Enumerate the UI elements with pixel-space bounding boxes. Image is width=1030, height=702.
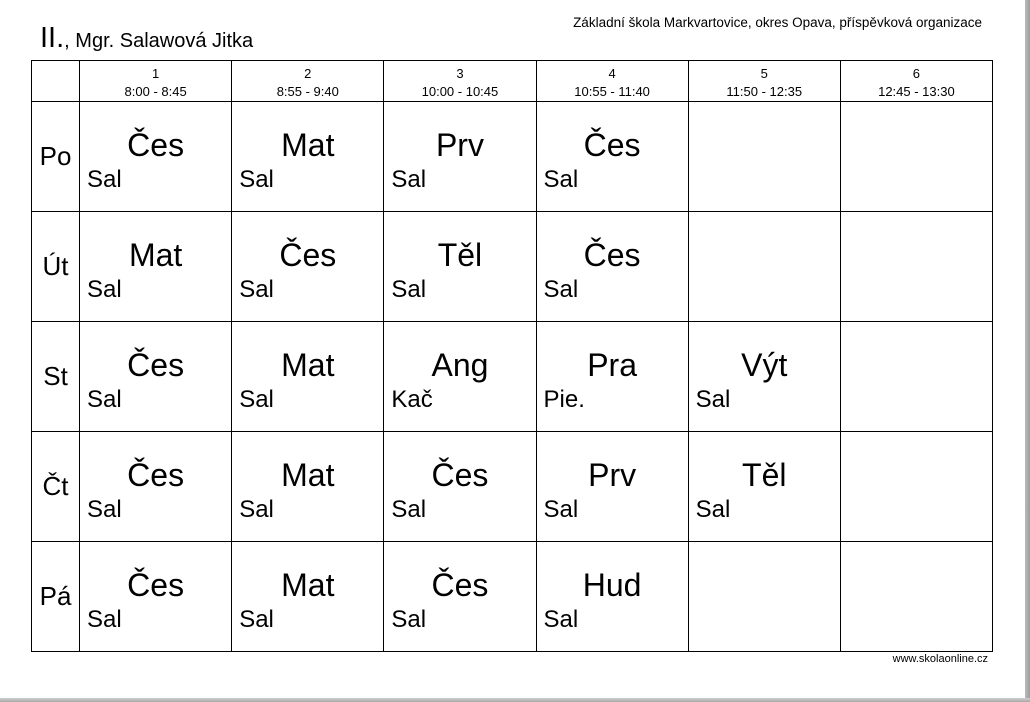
- lesson-cell: [840, 542, 992, 652]
- day-row-po: [32, 102, 993, 212]
- lesson-subject: Těl: [742, 457, 787, 493]
- lesson-cell: [232, 212, 384, 322]
- lesson-cell: [232, 102, 384, 212]
- lesson-teacher: Sal: [87, 496, 122, 523]
- lesson-teacher: Sal: [543, 166, 579, 193]
- page-edge-shadow: [1025, 0, 1030, 702]
- lesson-cell: [384, 542, 536, 652]
- period-number: 6: [912, 66, 921, 81]
- lesson-subject: Čes: [127, 347, 185, 383]
- period-header: [840, 61, 992, 102]
- period-header: [232, 61, 384, 102]
- day-label: St: [32, 322, 80, 432]
- lesson-teacher: Kač: [391, 386, 433, 413]
- lesson-cell: [384, 432, 536, 542]
- period-header-row: [32, 61, 993, 102]
- lesson-subject: Prv: [588, 457, 637, 493]
- period-time: 12:45 - 13:30: [878, 84, 955, 99]
- footer-url: www.skolaonline.cz: [892, 653, 988, 665]
- lesson-subject: Čes: [279, 237, 337, 273]
- lesson-cell: [80, 542, 232, 652]
- lesson-teacher: Sal: [543, 606, 579, 633]
- lesson-subject: Těl: [437, 237, 483, 273]
- period-number: 4: [608, 66, 616, 81]
- day-label: Po: [32, 102, 80, 212]
- teacher-name: , Mgr. Salawová Jitka: [64, 30, 254, 52]
- lesson-cell: [536, 542, 688, 652]
- lesson-teacher: Sal: [391, 496, 427, 523]
- lesson-teacher: Sal: [543, 276, 579, 303]
- lesson-cell: [80, 432, 232, 542]
- lesson-cell: [688, 212, 840, 322]
- day-row-ct: [32, 432, 993, 542]
- lesson-teacher: Sal: [391, 166, 427, 193]
- lesson-teacher: Sal: [391, 276, 427, 303]
- lesson-subject: Mat: [281, 567, 335, 603]
- lesson-cell: [80, 102, 232, 212]
- lesson-cell: [688, 102, 840, 212]
- page-bottom-shadow: [0, 698, 1030, 702]
- lesson-subject: Čes: [583, 237, 641, 273]
- lesson-subject: Prv: [435, 127, 484, 163]
- lesson-cell: [536, 322, 688, 432]
- lesson-cell: [840, 432, 992, 542]
- lesson-subject: Čes: [431, 457, 489, 493]
- lesson-cell: [80, 212, 232, 322]
- lesson-teacher: Sal: [87, 386, 122, 413]
- lesson-cell: [80, 322, 232, 432]
- lesson-teacher: Sal: [695, 496, 731, 523]
- lesson-subject: Ang: [431, 347, 489, 383]
- period-number: 2: [304, 66, 312, 81]
- lesson-subject: Čes: [583, 127, 641, 163]
- lesson-cell: [688, 542, 840, 652]
- lesson-cell: [536, 212, 688, 322]
- lesson-cell: [688, 322, 840, 432]
- lesson-teacher: Sal: [239, 166, 274, 193]
- lesson-subject: Čes: [127, 567, 185, 603]
- period-header: [536, 61, 688, 102]
- lesson-subject: Hud: [582, 567, 642, 603]
- period-header: [80, 61, 232, 102]
- lesson-cell: [232, 542, 384, 652]
- lesson-subject: Pra: [587, 347, 637, 383]
- day-row-pa: [32, 542, 993, 652]
- lesson-cell: [384, 322, 536, 432]
- lesson-cell: [840, 322, 992, 432]
- lesson-teacher: Sal: [239, 386, 274, 413]
- lesson-teacher: Sal: [87, 276, 122, 303]
- lesson-cell: [384, 212, 536, 322]
- lesson-cell: [384, 102, 536, 212]
- lesson-teacher: Sal: [239, 496, 274, 523]
- period-time: 10:55 - 11:40: [574, 84, 650, 99]
- day-label: Čt: [32, 432, 80, 542]
- class-name: II.: [40, 22, 65, 54]
- lesson-teacher: Sal: [695, 386, 731, 413]
- period-time: 11:50 - 12:35: [726, 84, 803, 99]
- day-label: Pá: [32, 542, 80, 652]
- lesson-cell: [840, 102, 992, 212]
- period-time: 8:55 - 9:40: [276, 84, 339, 99]
- lesson-teacher: Sal: [87, 606, 122, 633]
- corner-cell: [32, 61, 80, 102]
- lesson-teacher: Sal: [543, 496, 579, 523]
- lesson-cell: [840, 212, 992, 322]
- period-header: [688, 61, 840, 102]
- lesson-subject: Mat: [281, 457, 335, 493]
- lesson-cell: [232, 432, 384, 542]
- lesson-teacher: Sal: [391, 606, 427, 633]
- lesson-subject: Mat: [128, 237, 183, 273]
- day-label: Út: [32, 212, 80, 322]
- day-row-ut: [32, 212, 993, 322]
- lesson-subject: Čes: [431, 567, 489, 603]
- day-row-st: [32, 322, 993, 432]
- period-time: 8:00 - 8:45: [124, 84, 187, 99]
- lesson-teacher: Pie.: [543, 386, 585, 413]
- lesson-subject: Čes: [127, 457, 185, 493]
- lesson-cell: [536, 432, 688, 542]
- period-number: 3: [456, 66, 464, 81]
- page-title: [40, 22, 253, 55]
- period-header: [384, 61, 536, 102]
- lesson-cell: [232, 322, 384, 432]
- lesson-teacher: Sal: [239, 606, 274, 633]
- lesson-cell: [536, 102, 688, 212]
- period-time: 10:00 - 10:45: [421, 84, 499, 99]
- lesson-cell: [688, 432, 840, 542]
- lesson-subject: Mat: [281, 347, 335, 383]
- lesson-subject: Čes: [127, 127, 185, 163]
- lesson-subject: Mat: [281, 127, 335, 163]
- timetable: [31, 60, 993, 652]
- lesson-subject: Výt: [741, 347, 788, 383]
- period-number: 5: [760, 66, 768, 81]
- lesson-teacher: Sal: [239, 276, 274, 303]
- period-number: 1: [152, 66, 160, 81]
- school-name: Základní škola Markvartovice, okres Opava, příspěvková organizace: [573, 15, 982, 30]
- lesson-teacher: Sal: [87, 166, 122, 193]
